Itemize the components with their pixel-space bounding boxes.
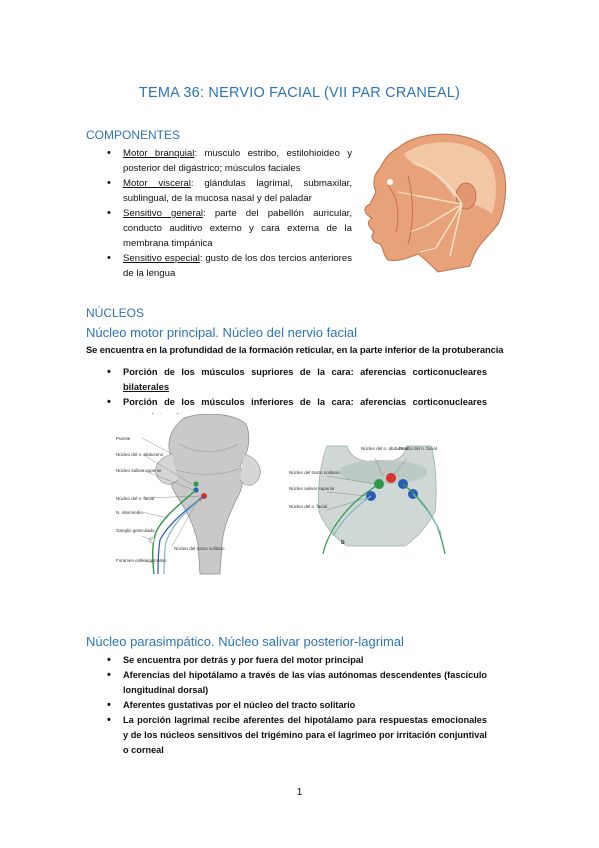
- item-text: Porción de los músculos supriores de la cara: aferencias corticonucleares: [123, 367, 487, 377]
- label-intermedio: N. intermedio: [116, 510, 143, 515]
- parasimpatico-list: [107, 653, 487, 758]
- label-puente: Puente: [116, 436, 131, 441]
- label-r-salivar: Núcleo salivar superior: [289, 486, 335, 491]
- item-text: : gusto de los dos tercios anteriores de la lengua: [123, 253, 352, 279]
- list-item: [107, 206, 352, 251]
- item-underline: bilaterales: [123, 382, 169, 392]
- componentes-list: [107, 146, 352, 281]
- list-item: • La porción lagrimal recibe aferentes del hipotálamo para respuestas emocionales y de los núcleos sensitivos del trigémino para el lagrimeo por irritación conjuntival o corneal: [107, 713, 487, 758]
- label-foramen: Foramen estilomastoideo: [116, 558, 167, 563]
- list-item: [107, 251, 352, 281]
- list-item: [107, 146, 352, 176]
- pons-cross-section-figure: [287, 436, 447, 554]
- label-panel-b: b: [341, 540, 345, 546]
- label-facial: Núcleo del n. facial: [116, 496, 155, 501]
- item-text: : glándulas lagrimal, submaxilar, sublingual, de la mucosa nasal y del paladar: [123, 178, 352, 204]
- label-r-facial: Núcleo del n. facial: [289, 504, 328, 509]
- label-r-tracto: Núcleo del tracto solitario: [289, 470, 340, 475]
- brainstem-figure: [112, 414, 280, 578]
- label-abducens: Núcleo del n. abducens: [116, 452, 164, 457]
- parasimpatico-heading: Núcleo parasimpático. Núcleo salivar posterior-lagrimal: [86, 634, 404, 649]
- list-item: [107, 176, 352, 206]
- term-motor-branquial: Motor branquial: [123, 148, 195, 159]
- nucleos-heading: NÚCLEOS: [86, 306, 145, 320]
- label-tracto: Núcleo del tracto solitario: [174, 546, 225, 551]
- motor-heading: Núcleo motor principal. Núcleo del nervio facial: [86, 325, 357, 340]
- item-text: : parte del pabellón auricular, conducto auditivo externo y cara externa de la membrana timpánica: [123, 208, 352, 249]
- label-salivar: Núcleo salivar superior: [116, 468, 162, 473]
- label-r-rodilla: Rodilla del n. facial: [399, 446, 437, 451]
- list-item: • Aferentes gustativas por el núcleo del tracto solitario: [107, 698, 487, 713]
- page-title: TEMA 36: NERVIO FACIAL (VII PAR CRANEAL): [138, 85, 461, 101]
- label-ganglio: Ganglio geniculado: [116, 528, 155, 533]
- list-item: • Aferencias del hipotálamo a través de las vías autónomas descendentes (fascículo longitudinal dorsal): [107, 668, 487, 698]
- page-number: 1: [296, 787, 303, 798]
- term-sensitivo-general: Sensitivo general: [123, 208, 204, 219]
- item-text: : musculo estribo, estilohioideo y posterior del digástrico; músculos faciales: [123, 148, 352, 174]
- list-item: • Se encuentra por detrás y por fuera del motor principal: [107, 653, 487, 668]
- list-item: [107, 365, 487, 395]
- label-r-abducens: Núcleo del n. abducens: [361, 446, 409, 451]
- term-sensitivo-especial: Sensitivo especial: [123, 253, 200, 264]
- term-motor-visceral: Motor visceral: [123, 178, 191, 189]
- componentes-heading: COMPONENTES: [86, 128, 181, 142]
- facial-nerve-head-illustration: [358, 126, 516, 276]
- item-text: Porción de los músculos inferiores de la cara: aferencias corticonucleares: [123, 397, 487, 407]
- motor-intro: Se encuentra en la profundidad de la formación reticular, en la parte inferior de la protuberancia: [86, 344, 504, 355]
